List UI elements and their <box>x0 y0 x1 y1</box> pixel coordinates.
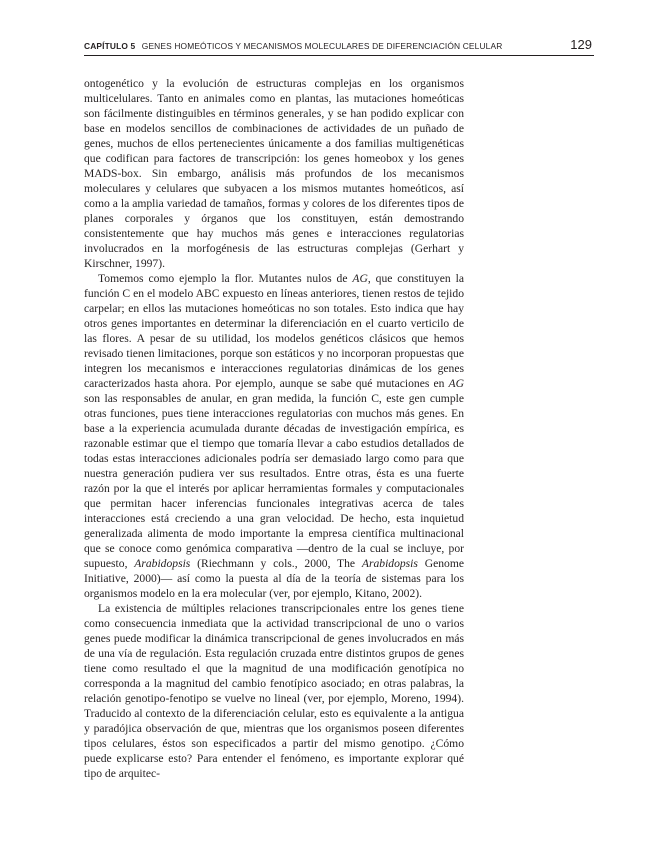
paragraph-2 <box>84 271 464 601</box>
running-header <box>84 37 594 56</box>
chapter-title: GENES HOMEÓTICOS Y MECANISMOS MOLECULARES DE DIFERENCIACIÓN CELULAR <box>141 41 503 51</box>
body-text <box>84 76 464 781</box>
paragraph-1 <box>84 76 464 271</box>
text-run: Genome Initiative, 2000)— así como la puesta al día de la teoría de sistemas para los organismos modelo en la era molecular (ver, por ejemplo, Kitano, 2002). <box>84 557 464 600</box>
text-run: ontogenético y la evolución de estructuras complejas en los organismos multicelulares. Tanto en animales como en plantas, las mutaciones homeóticas son fácilmente distinguibles en términos generales, y se han podido explicar con base en modelos sencillos de combinaciones de actividades de un puñado de genes, muchos de ellos pertenecientes únicamente a dos familias multigenéticas que codifican para factores de transcripción: los genes homeobox y los genes MADS-box. Sin embargo, análisis más profundos de los mecanismos moleculares y celulares que subyacen a los mismos mutantes homeóticos, así como a la amplia variedad de tamaños, formas y colores de los diferentes tipos de planes corporales y órganos que los constituyen, están demostrando consistentemente que hay muchos más genes e interacciones regulatorias involucrados en la morfogénesis de las estructuras complejas (Gerhart y Kirschner, 1997). <box>84 77 464 270</box>
text-run: Tomemos como ejemplo la flor. Mutantes nulos de <box>98 272 353 285</box>
page-number: 129 <box>570 37 592 52</box>
text-run: (Riechmann y cols., 2000, The <box>190 557 362 570</box>
text-run: , que constituyen la función C en el modelo ABC expuesto en líneas anteriores, tienen restos de tejido carpelar; en ellos las mutaciones homeóticas no son totales. Esto indica que hay otros genes importantes en determinar la diferenciación en el cuarto verticilo de las flores. A pesar de su utilidad, los modelos genéticos clásicos que hemos revisado tienen limitaciones, porque son estáticos y no incorporan propuestas que integren los mecanismos e interacciones regulatorias dinámicas de los genes caracterizados hasta ahora. Por ejemplo, aunque se sabe qué mutaciones en <box>84 272 464 390</box>
text-run: La existencia de múltiples relaciones transcripcionales entre los genes tiene como consecuencia inmediata que la actividad transcripcional de uno o varios genes puede modificar la dinámica transcripcional de genes involucrados en más de una vía de regulación. Esta regulación cruzada entre distintos grupos de genes tiene como resultado el que la magnitud de una modificación genotípica no corresponda a la magnitud del cambio fenotípico asociado; en otras palabras, la relación genotipo-fenotipo se vuelve no lineal (ver, por ejemplo, Moreno, 1994). Traducido al contexto de la diferenciación celular, esto es equivalente a la antigua y paradójica observación de que, mientras que los organismos poseen diferentes tipos celulares, éstos son especificados a partir del mismo genotipo. ¿Cómo puede explicarse esto? Para entender el fenómeno, es importante explorar qué tipo de arquitec- <box>84 602 464 780</box>
italic-term: AG <box>448 377 464 390</box>
text-run: son las responsables de anular, en gran medida, la función C, este gen cumple otras funciones, pues tiene interacciones regulatorias con muchos más genes. En base a la experiencia acumulada durante décadas de investigación empírica, es razonable estimar que el tiempo que tomaría llevar a cabo estudios detallados de todas estas interacciones adicionales podría ser demasiado largo como para que nuestra generación pudiera ver sus resultados. Entre otras, ésta es una fuerte razón por la que el interés por aplicar herramientas formales y computacionales que permitan hacer inferencias funcionales integrativas acerca de tales interacciones está creciendo a una gran velocidad. De hecho, esta inquietud generalizada alimenta de modo importante la empresa científica multinacional que se conoce como genómica comparativa —dentro de la cual se incluye, por supuesto, <box>84 392 464 570</box>
italic-term: Arabidopsis <box>361 557 418 570</box>
running-head-text <box>84 41 502 51</box>
paragraph-3 <box>84 601 464 781</box>
italic-term: Arabidopsis <box>134 557 191 570</box>
chapter-label: CAPÍTULO 5 <box>84 41 136 51</box>
italic-term: AG <box>352 272 368 285</box>
